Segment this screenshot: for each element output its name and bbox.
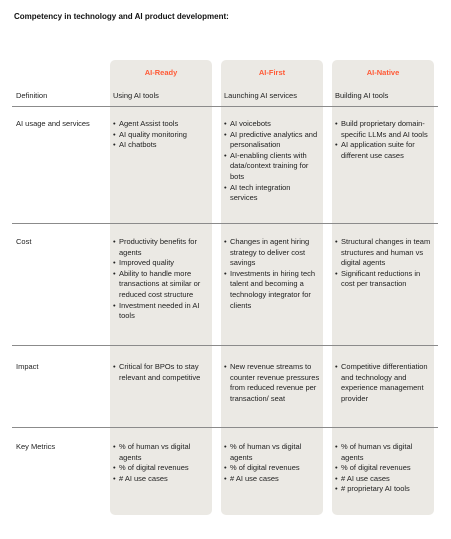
- definition-cell-ai-native: Building AI tools: [335, 91, 389, 100]
- usage-cell-ai-native: [335, 119, 431, 161]
- usage-cell-ai-ready: [113, 119, 209, 151]
- definition-cell-ai-ready: Using AI tools: [113, 91, 159, 100]
- bullet-item: • Build proprietary domain-specific LLMs and AI tools: [335, 119, 431, 140]
- column-header-ai-first: AI-First: [258, 68, 286, 77]
- bullet-item: • AI application suite for different use cases: [335, 140, 431, 161]
- bullet-item: • Improved quality: [113, 258, 209, 269]
- bullet-item: • % of human vs digital agents: [224, 442, 320, 463]
- bullet-item: • % of digital revenues: [335, 463, 431, 474]
- row-divider: [12, 345, 438, 346]
- column-header-ai-native: AI-Native: [366, 68, 400, 77]
- page-title: Competency in technology and AI product development:: [14, 12, 229, 21]
- bullet-item: • Investments in hiring tech talent and becoming a technology integrator for clients: [224, 269, 320, 311]
- bullet-item: • Structural changes in team structures and human vs digital agents: [335, 237, 431, 269]
- bullet-item: • AI quality monitoring: [113, 130, 209, 141]
- bullet-item: • % of digital revenues: [113, 463, 209, 474]
- column-header-ai-ready: AI-Ready: [144, 68, 178, 77]
- bullet-item: • AI tech integration services: [224, 183, 320, 204]
- bullet-item: • AI-enabling clients with data/context training for bots: [224, 151, 320, 183]
- bullet-item: • AI predictive analytics and personalisation: [224, 130, 320, 151]
- bullet-item: • # proprietary AI tools: [335, 484, 431, 495]
- metrics-cell-ai-ready: [113, 442, 209, 484]
- row-label-definition: Definition: [16, 91, 48, 100]
- row-label-key-metrics: Key Metrics: [16, 442, 56, 451]
- bullet-item: • % of human vs digital agents: [335, 442, 431, 463]
- bullet-item: • % of digital revenues: [224, 463, 320, 474]
- cost-cell-ai-ready: [113, 237, 209, 322]
- usage-cell-ai-first: [224, 119, 320, 204]
- row-label-impact: Impact: [16, 362, 39, 371]
- row-label-cost: Cost: [16, 237, 32, 246]
- bullet-item: • Ability to handle more transactions at similar or reduced cost structure: [113, 269, 209, 301]
- bullet-item: • Competitive differentiation and technology and experience management provider: [335, 362, 431, 404]
- bullet-item: • Critical for BPOs to stay relevant and competitive: [113, 362, 209, 383]
- bullet-item: • New revenue streams to counter revenue pressures from reduced revenue per transaction/ seat: [224, 362, 320, 404]
- cost-cell-ai-native: [335, 237, 431, 290]
- bullet-item: • Agent Assist tools: [113, 119, 209, 130]
- bullet-item: • % of human vs digital agents: [113, 442, 209, 463]
- metrics-cell-ai-first: [224, 442, 320, 484]
- impact-cell-ai-native: [335, 362, 431, 404]
- bullet-item: • AI chatbots: [113, 140, 209, 151]
- metrics-cell-ai-native: [335, 442, 431, 495]
- row-divider: [12, 106, 438, 107]
- impact-cell-ai-ready: [113, 362, 209, 383]
- bullet-item: • # AI use cases: [224, 474, 320, 485]
- bullet-item: • Investment needed in AI tools: [113, 301, 209, 322]
- bullet-item: • Changes in agent hiring strategy to deliver cost savings: [224, 237, 320, 269]
- row-divider: [12, 427, 438, 428]
- definition-cell-ai-first: Launching AI services: [224, 91, 297, 100]
- impact-cell-ai-first: [224, 362, 320, 404]
- row-label-ai-usage: AI usage and services: [16, 119, 90, 128]
- bullet-item: • # AI use cases: [335, 474, 431, 485]
- bullet-item: • Significant reductions in cost per transaction: [335, 269, 431, 290]
- bullet-item: • AI voicebots: [224, 119, 320, 130]
- bullet-item: • # AI use cases: [113, 474, 209, 485]
- row-divider: [12, 223, 438, 224]
- bullet-item: • Productivity benefits for agents: [113, 237, 209, 258]
- cost-cell-ai-first: [224, 237, 320, 311]
